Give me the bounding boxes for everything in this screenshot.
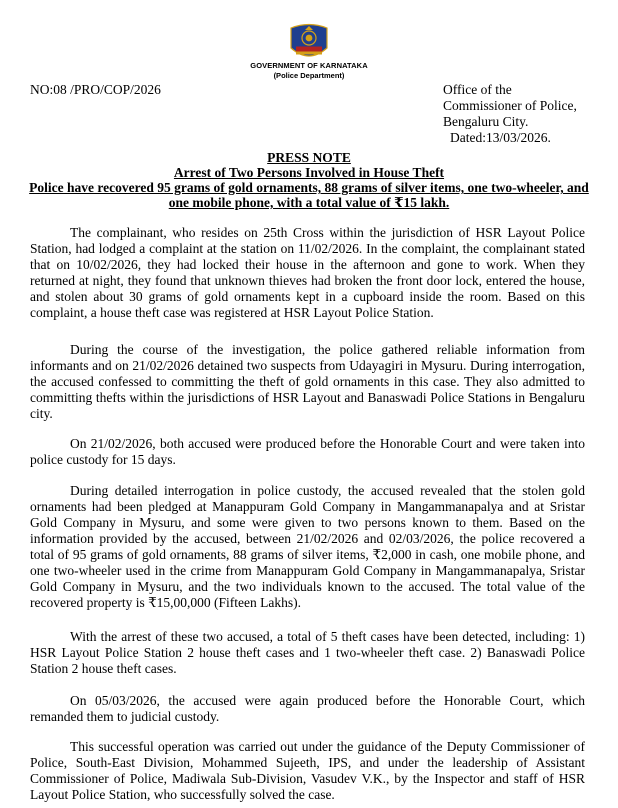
summary-line: Police have recovered 95 grams of gold ornaments, 88 grams of silver items, one two-wheeler, and one mobile phone, with a total value of ₹15 lakh. — [29, 180, 589, 210]
body-paragraph: With the arrest of these two accused, a total of 5 theft cases have been detected, including: 1) HSR Layout Police Station 2 house theft cases and 1 two-wheeler theft case. 2) Banaswadi Police Station 2 house theft cases. — [30, 629, 585, 676]
government-title: GOVERNMENT OF KARNATAKA — [250, 61, 368, 70]
office-line: Bengaluru City. — [443, 114, 529, 129]
body-paragraph: The complainant, who resides on 25th Cross within the jurisdiction of HSR Layout Police Station, had lodged a complaint at the station on 11/02/2026. In the complaint, the complainant stated that on 10/02/2026, they had locked their house in the afternoon and gone to work. When they returned at night, they found that unknown thieves had broken the front door lock, entered the house, and stolen about 30 grams of gold ornaments kept in a cupboard inside the room. Based on this complaint, a house theft case was registered at HSR Layout Police Station. — [30, 225, 585, 320]
date-line: Dated:13/03/2026. — [450, 130, 551, 145]
body-paragraph: During the course of the investigation, the police gathered reliable information from informants and on 21/02/2026 detained two suspects from Udayagiri in Mysuru. During interrogation, the accused confessed to committing the theft of gold ornaments in this case. They also admitted to committing thefts within the jurisdictions of HSR Layout and Banaswadi Police Stations in Bengaluru city. — [30, 342, 585, 421]
press-note-title: PRESS NOTE — [267, 150, 351, 165]
department-label: (Police Department) — [273, 71, 345, 80]
reference-number: NO:08 /PRO/COP/2026 — [30, 82, 161, 97]
body-paragraph: On 21/02/2026, both accused were produced before the Honorable Court and were taken into police custody for 15 days. — [30, 436, 585, 467]
office-line: Commissioner of Police, — [443, 98, 577, 113]
office-line: Office of the — [443, 82, 512, 97]
subject-line: Arrest of Two Persons Involved in House Theft — [173, 165, 445, 180]
police-emblem-logo — [287, 22, 331, 62]
body-paragraph: On 05/03/2026, the accused were again produced before the Honorable Court, which remanded them to judicial custody. — [30, 693, 585, 724]
body-paragraph: During detailed interrogation in police custody, the accused revealed that the stolen gold ornaments had been pledged at Manappuram Gold Company in Mangammanapalya and at Sristar Gold Company in Mysuru, and some were given to two persons known to them. Based on the information provided by the accused, between 21/02/2026 and 02/03/2026, the police recovered a total of 95 grams of gold ornaments, 88 grams of silver items, ₹2,000 in cash, one mobile phone, and one two-wheeler used in the crime from Manappuram Gold Company in Mangammanapalya, Sristar Gold Company in Mysuru, and the two individuals known to the accused. The total value of the recovered property is ₹15,00,000 (Fifteen Lakhs). — [30, 483, 585, 610]
press-note-heading — [0, 150, 618, 210]
office-address-block — [443, 82, 577, 146]
body-paragraph: This successful operation was carried out under the guidance of the Deputy Commissioner of Police, South-East Division, Mohammed Sujeeth, IPS, and under the leadership of Assistant Commissioner of Police, Madiwala Sub-Division, Vasudev V.K., by the Inspector and staff of HSR Layout Police Station, who successfully solved the case. — [30, 739, 585, 802]
